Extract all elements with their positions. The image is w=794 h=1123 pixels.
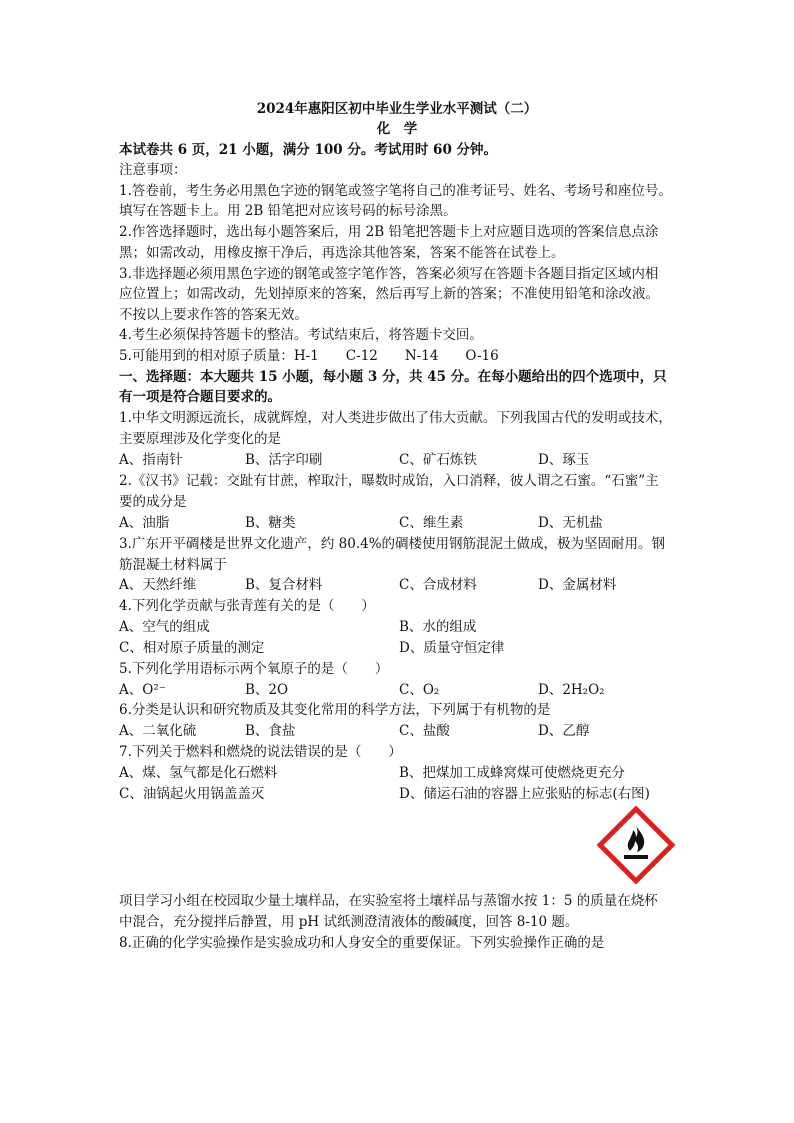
q5-option-c: C、O₂ [399,682,440,698]
question-8-stem: 8.正确的化学实验操作是实验成功和人身安全的重要保证。下列实验操作正确的是 [119,935,605,951]
question-2-stem: 2.《汉书》记载：交趾有甘蔗，榨取汁，曝数时成饴，入口消释，彼人谓之石蜜。“石蜜”主 [119,473,659,489]
q5-option-d: D、2H₂O₂ [538,682,605,698]
question-2-stem: 要的成分是 [119,494,187,510]
q4-option-c: C、相对原子质量的测定 [119,640,265,656]
exam-intro: 本试卷共 6 页，21 小题，满分 100 分。考试用时 60 分钟。 [119,142,498,158]
notice-line: 2.作答选择题时，选出每小题答案后，用 2B 铅笔把答题卡上对应题目选项的答案信息点涂 [119,224,659,240]
q6-option-c: C、盐酸 [399,723,450,739]
question-3-stem: 筋混凝土材料属于 [119,557,227,573]
q4-option-a: A、空气的组成 [119,619,210,635]
notice-line: 5.可能用到的相对原子质量：H-1 C-12 N-14 O-16 [119,348,499,364]
question-3-stem: 3.广东开平碉楼是世界文化遗产，约 80.4%的碉楼使用钢筋混泥土做成，极为坚固耐用。钢 [119,536,666,552]
q3-option-d: D、金属材料 [538,577,617,593]
notice-line: 3.非选择题必须用黑色字迹的钢笔或签字笔作答，答案必须写在答题卡各题目指定区域内相 [119,266,659,282]
q1-option-b: B、活字印刷 [245,452,323,468]
q4-option-d: D、质量守恒定律 [399,640,505,656]
notice-heading: 注意事项： [119,162,187,178]
q6-option-a: A、二氧化硫 [119,723,197,739]
q7-option-a: A、煤、氢气都是化石燃料 [119,765,278,781]
exam-title: 2024年惠阳区初中毕业生学业水平测试（二） [256,101,538,117]
question-4-stem: 4.下列化学贡献与张青莲有关的是（ ） [119,598,375,614]
flammable-hazard-icon [597,806,675,884]
notice-line: 1.答卷前，考生务必用黑色字迹的钢笔或签字笔将自己的准考证号、姓名、考场号和座位号。 [119,183,672,199]
project-paragraph: 中混合，充分搅拌后静置，用 pH 试纸测澄清液体的酸碱度，回答 8-10 题。 [119,914,579,930]
question-6-stem: 6.分类是认识和研究物质及其变化常用的科学方法，下列属于有机物的是 [119,702,551,718]
q5-option-a: A、O²⁻ [119,682,166,698]
subject-title: 化 学 [376,121,418,137]
question-5-stem: 5.下列化学用语标示两个氧原子的是（ ） [119,661,389,677]
q2-option-c: C、维生素 [399,515,464,531]
q2-option-a: A、油脂 [119,515,170,531]
q7-option-c: C、油锅起火用锅盖盖灭 [119,786,265,802]
project-paragraph: 项目学习小组在校园取少量土壤样品，在实验室将土壤样品与蒸馏水按 1：5 的质量在烧杯 [119,893,658,909]
q4-option-b: B、水的组成 [399,619,477,635]
q6-option-d: D、乙醇 [538,723,590,739]
q1-option-a: A、指南针 [119,452,183,468]
q1-option-d: D、琢玉 [538,452,590,468]
q3-option-c: C、合成材料 [399,577,477,593]
notice-line: 应位置上；如需改动，先划掉原来的答案，然后再写上新的答案；不准使用铅笔和涂改液。 [119,286,659,302]
q1-option-c: C、矿石炼铁 [399,452,477,468]
question-1-stem: 主要原理涉及化学变化的是 [119,431,281,447]
section-heading: 有一项是符合题目要求的。 [119,389,281,405]
notice-line: 不按以上要求作答的答案无效。 [119,307,308,323]
question-7-stem: 7.下列关于燃料和燃烧的说法错误的是（ ） [119,744,402,760]
section-heading: 一、选择题：本大题共 15 小题，每小题 3 分，共 45 分。在每小题给出的四个选项中，只 [119,369,667,385]
q5-option-b: B、2O [245,682,289,698]
q3-option-b: B、复合材料 [245,577,323,593]
q3-option-a: A、天然纤维 [119,577,197,593]
question-1-stem: 1.中华文明源远流长，成就辉煌，对人类进步做出了伟大贡献。下列我国古代的发明或技术， [119,410,672,426]
notice-line: 4.考生必须保持答题卡的整洁。考试结束后，将答题卡交回。 [119,327,483,343]
q2-option-d: D、无机盐 [538,515,603,531]
q7-option-b: B、把煤加工成蜂窝煤可使燃烧更充分 [399,765,625,781]
q7-option-d: D、储运石油的容器上应张贴的标志(右图) [399,786,650,802]
notice-line: 填写在答题卡上。用 2B 铅笔把对应该号码的标号涂黑。 [119,203,457,219]
q2-option-b: B、糖类 [245,515,296,531]
notice-line: 黑；如需改动，用橡皮擦干净后，再选涂其他答案，答案不能答在试卷上。 [119,245,565,261]
q6-option-b: B、食盐 [245,723,296,739]
